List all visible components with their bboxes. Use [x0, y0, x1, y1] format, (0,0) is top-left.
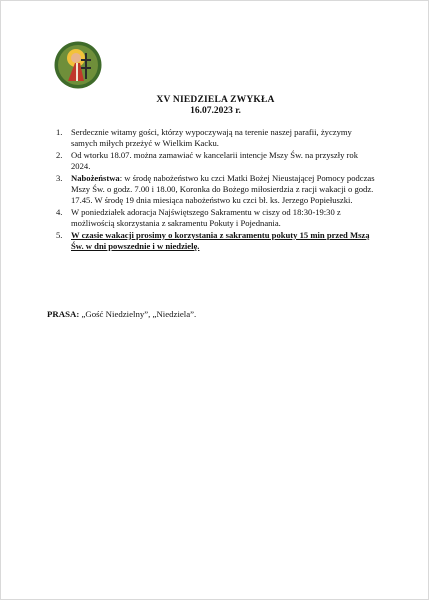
- item-text: W poniedziałek adoracja Najświętszego Sakramentu w ciszy od 18:30-19:30 z możliwością skorzystania z sakramentu Pokuty i Pojednania.: [71, 206, 341, 229]
- page-title: XV NIEDZIELA ZWYKŁA: [156, 95, 275, 105]
- item-number: 3.: [56, 172, 63, 183]
- press-text: „Gość Niedzielny”, „Niedziela”.: [79, 309, 197, 319]
- item-text: Od wtorku 18.07. można zamawiać w kancelarii intencje Mszy Św. na przyszły rok 2024.: [71, 149, 359, 172]
- item-number: 1.: [56, 127, 63, 137]
- saint-logo-icon: [54, 41, 102, 89]
- list-item: [56, 230, 376, 253]
- item-text: : w środę nabożeństwo ku czci Matki Bożej Nieustającej Pomocy podczas Mszy Św. o godz. 7.00 i 18.00, Koronka do Bożego miłosierdzia z racji wakacji o godz. 17.45. W środę 19 dnia miesiąca nabożeństwo ku czci bł. ks. Jerzego Popiełuszki.: [71, 172, 375, 206]
- press-label: PRASA:: [47, 309, 80, 319]
- list-item: [56, 127, 376, 150]
- announcements-list: [56, 127, 376, 252]
- item-text: Serdecznie witamy gości, którzy wypoczywają na terenie naszej parafii, życzymy samych miłych przeżyć w Wielkim Kacku.: [71, 127, 352, 149]
- item-text: W czasie wakacji prosimy o korzystania z sakramentu pokuty 15 min przed Mszą Św. w dni powszednie i w niedzielę.: [71, 229, 370, 252]
- item-label: Nabożeństwa: [71, 172, 120, 183]
- item-number: 4.: [56, 206, 63, 217]
- page-date: 16.07.2023 r.: [190, 106, 241, 116]
- list-item: [56, 207, 376, 230]
- list-item: [56, 173, 376, 207]
- press-line: [47, 309, 196, 320]
- heading-block: [1, 95, 429, 117]
- item-number: 2.: [56, 149, 63, 160]
- item-number: 5.: [56, 229, 63, 240]
- list-item: [56, 150, 376, 173]
